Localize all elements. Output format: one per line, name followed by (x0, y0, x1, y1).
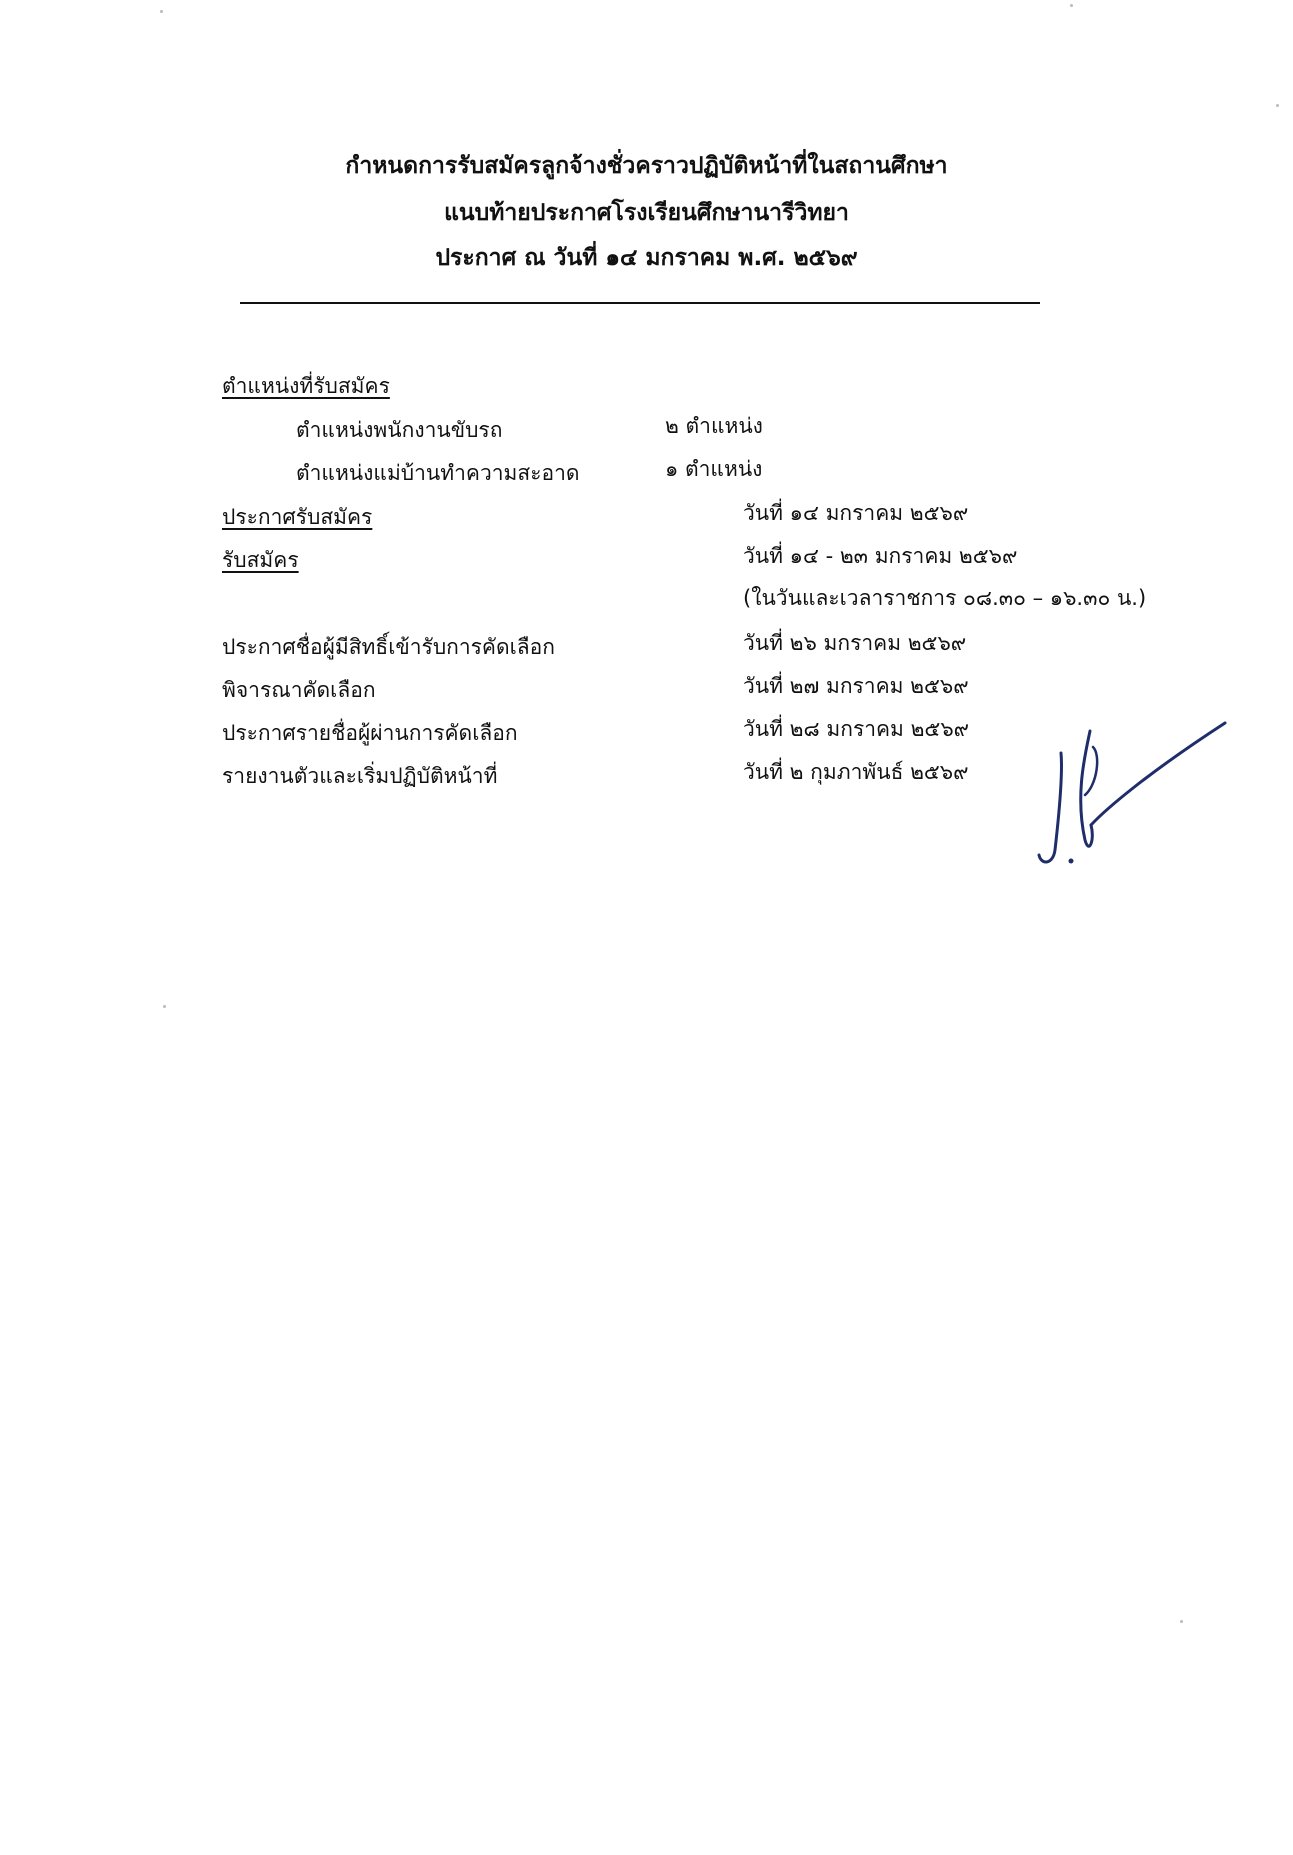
signature-icon (1035, 715, 1235, 875)
scan-speck (1070, 4, 1073, 7)
position-name: ตำแหน่งพนักงานขับรถ (296, 418, 503, 442)
schedule-item-date: วันที่ ๒๗ มกราคม ๒๕๖๙ (743, 674, 969, 698)
schedule-item-date: วันที่ ๒๘ มกราคม ๒๕๖๙ (743, 717, 970, 741)
schedule-item-label: พิจารณาคัดเลือก (222, 678, 376, 702)
header-divider (240, 302, 1040, 304)
position-name: ตำแหน่งแม่บ้านทำความสะอาด (296, 461, 580, 485)
announce-label: ประกาศรับสมัคร (222, 505, 373, 529)
schedule-item-date: วันที่ ๒ กุมภาพันธ์ ๒๕๖๙ (743, 760, 969, 784)
schedule-item-label: ประกาศรายชื่อผู้ผ่านการคัดเลือก (222, 721, 518, 745)
schedule-item-label: ประกาศชื่อผู้มีสิทธิ์เข้ารับการคัดเลือก (222, 635, 555, 659)
apply-date: วันที่ ๑๔ - ๒๓ มกราคม ๒๕๖๙ (743, 544, 1018, 568)
schedule-item-label: รายงานตัวและเริ่มปฏิบัติหน้าที่ (222, 764, 498, 788)
scan-speck (163, 1005, 166, 1008)
document-subtitle: แนบท้ายประกาศโรงเรียนศึกษานารีวิทยา (444, 200, 849, 226)
scan-speck (1276, 104, 1279, 107)
schedule-item-date: วันที่ ๒๖ มกราคม ๒๕๖๙ (743, 631, 967, 655)
position-count: ๑ ตำแหน่ง (665, 457, 763, 481)
announcement-date-line: ประกาศ ณ วันที่ ๑๔ มกราคม พ.ศ. ๒๕๖๙ (435, 245, 858, 271)
announce-date: วันที่ ๑๔ มกราคม ๒๕๖๙ (743, 501, 969, 525)
apply-hours: (ในวันและเวลาราชการ ๐๘.๓๐ – ๑๖.๓๐ น.) (743, 586, 1147, 610)
scan-speck (160, 10, 163, 13)
apply-label: รับสมัคร (222, 548, 299, 572)
positions-heading: ตำแหน่งที่รับสมัคร (222, 374, 390, 398)
scan-speck (1180, 1620, 1183, 1623)
position-count: ๒ ตำแหน่ง (665, 414, 763, 438)
document-title: กำหนดการรับสมัครลูกจ้างชั่วคราวปฏิบัติหน้าที่ในสถานศึกษา (345, 153, 948, 179)
